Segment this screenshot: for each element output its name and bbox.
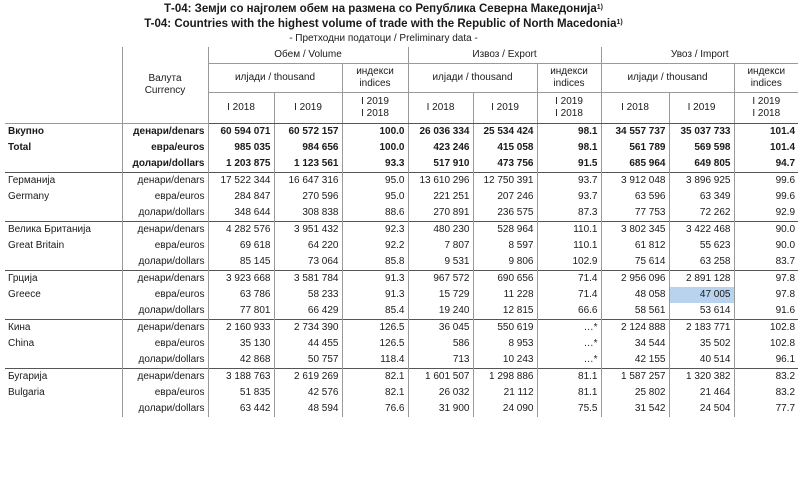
value-cell: 586 — [408, 336, 473, 352]
country-name-blank — [5, 352, 122, 369]
volume-indices-header: индекси indices — [342, 64, 408, 93]
table-row — [5, 156, 798, 173]
value-cell: 91.5 — [537, 156, 601, 173]
value-cell: 102.9 — [537, 254, 601, 271]
value-cell: 91.6 — [734, 303, 798, 320]
table-row — [5, 352, 798, 369]
country-name-blank — [5, 401, 122, 417]
value-cell: 63 258 — [669, 254, 734, 271]
value-cell: 550 619 — [473, 320, 537, 337]
value-cell: 90.0 — [734, 238, 798, 254]
value-cell: 3 951 432 — [274, 222, 342, 239]
value-cell: 16 647 316 — [274, 173, 342, 190]
value-cell: 110.1 — [537, 222, 601, 239]
value-cell: 77 801 — [208, 303, 274, 320]
value-cell: 85.4 — [342, 303, 408, 320]
country-name-en: Total — [8, 142, 32, 153]
value-cell: 3 802 345 — [601, 222, 669, 239]
value-cell: 48 058 — [601, 287, 669, 303]
table-row — [5, 287, 798, 303]
value-cell: 1 601 507 — [408, 369, 473, 386]
country-name-blank — [5, 156, 122, 173]
table-row — [5, 238, 798, 254]
value-cell: 94.7 — [734, 156, 798, 173]
value-cell: 44 455 — [274, 336, 342, 352]
import-year1-header: I 2018 — [601, 93, 669, 124]
value-cell: 126.5 — [342, 336, 408, 352]
value-cell: 21 112 — [473, 385, 537, 401]
value-cell: 91.3 — [342, 287, 408, 303]
import-ratio-header: I 2019 I 2018 — [734, 93, 798, 124]
value-cell: 64 220 — [274, 238, 342, 254]
value-cell: 81.1 — [537, 369, 601, 386]
value-cell: 102.8 — [734, 320, 798, 337]
value-cell: 85.8 — [342, 254, 408, 271]
table-row — [5, 320, 798, 337]
value-cell: 95.0 — [342, 173, 408, 190]
value-cell: 3 896 925 — [669, 173, 734, 190]
value-cell: 92.9 — [734, 205, 798, 222]
value-cell: 270 891 — [408, 205, 473, 222]
value-cell: 110.1 — [537, 238, 601, 254]
value-cell: 48 594 — [274, 401, 342, 417]
table-row — [5, 173, 798, 190]
value-cell: 88.6 — [342, 205, 408, 222]
trade-table — [5, 47, 798, 417]
value-cell: 2 891 128 — [669, 271, 734, 288]
table-row — [5, 124, 798, 141]
value-cell: 101.4 — [734, 124, 798, 141]
value-cell: 9 531 — [408, 254, 473, 271]
value-cell: 83.7 — [734, 254, 798, 271]
value-cell: 99.6 — [734, 189, 798, 205]
value-cell: 985 035 — [208, 140, 274, 156]
currency-cell: долари/dollars — [122, 352, 208, 369]
volume-ratio-header: I 2019 I 2018 — [342, 93, 408, 124]
value-cell: 2 956 096 — [601, 271, 669, 288]
value-cell: 1 587 257 — [601, 369, 669, 386]
currency-cell: долари/dollars — [122, 205, 208, 222]
value-cell: 51 835 — [208, 385, 274, 401]
value-cell: 12 750 391 — [473, 173, 537, 190]
value-cell: 8 953 — [473, 336, 537, 352]
value-cell: 77 753 — [601, 205, 669, 222]
value-cell: 2 183 771 — [669, 320, 734, 337]
value-cell: 3 923 668 — [208, 271, 274, 288]
value-cell: 92.2 — [342, 238, 408, 254]
table-row — [5, 205, 798, 222]
value-cell: 348 644 — [208, 205, 274, 222]
value-cell: 90.0 — [734, 222, 798, 239]
table-title-block — [0, 0, 767, 45]
value-cell: 98.1 — [537, 124, 601, 141]
volume-year1-header: I 2018 — [208, 93, 274, 124]
currency-cell: денари/denars — [122, 271, 208, 288]
value-cell: 58 561 — [601, 303, 669, 320]
export-ratio-header: I 2019 I 2018 — [537, 93, 601, 124]
corner-cell — [5, 47, 122, 124]
value-cell: 40 514 — [669, 352, 734, 369]
value-cell: 2 734 390 — [274, 320, 342, 337]
country-name-mk: Кина — [5, 320, 122, 337]
value-cell: 10 243 — [473, 352, 537, 369]
currency-cell: денари/denars — [122, 320, 208, 337]
value-cell: 17 522 344 — [208, 173, 274, 190]
value-cell: 236 575 — [473, 205, 537, 222]
volume-header: Обем / Volume — [208, 47, 408, 64]
table-row — [5, 336, 798, 352]
value-cell: 13 610 296 — [408, 173, 473, 190]
country-name-en: Great Britain — [8, 240, 65, 251]
value-cell: 63 596 — [601, 189, 669, 205]
value-cell: 63 349 — [669, 189, 734, 205]
value-cell: 66 429 — [274, 303, 342, 320]
value-cell: 1 123 561 — [274, 156, 342, 173]
value-cell: 75.5 — [537, 401, 601, 417]
value-cell: 93.3 — [342, 156, 408, 173]
value-cell: 50 757 — [274, 352, 342, 369]
country-name-mk: Грција — [5, 271, 122, 288]
value-cell: 15 729 — [408, 287, 473, 303]
value-cell: 3 581 784 — [274, 271, 342, 288]
value-cell: 1 320 382 — [669, 369, 734, 386]
value-cell: 63 442 — [208, 401, 274, 417]
value-cell: 36 045 — [408, 320, 473, 337]
value-cell: 98.1 — [537, 140, 601, 156]
value-cell: 4 282 576 — [208, 222, 274, 239]
currency-cell: долари/dollars — [122, 254, 208, 271]
value-cell: 53 614 — [669, 303, 734, 320]
currency-cell: евра/euros — [122, 140, 208, 156]
value-cell: 61 812 — [601, 238, 669, 254]
table-row — [5, 401, 798, 417]
currency-cell: денари/denars — [122, 222, 208, 239]
export-year2-header: I 2019 — [473, 93, 537, 124]
value-cell: 76.6 — [342, 401, 408, 417]
country-name-blank — [5, 254, 122, 271]
value-cell: 569 598 — [669, 140, 734, 156]
currency-cell: долари/dollars — [122, 156, 208, 173]
volume-year2-header: I 2019 — [274, 93, 342, 124]
value-cell: 7 807 — [408, 238, 473, 254]
value-cell: 19 240 — [408, 303, 473, 320]
value-cell: 63 786 — [208, 287, 274, 303]
table-row — [5, 189, 798, 205]
value-cell: 270 596 — [274, 189, 342, 205]
value-cell: 35 130 — [208, 336, 274, 352]
value-cell: 99.6 — [734, 173, 798, 190]
value-cell: 11 228 — [473, 287, 537, 303]
export-header: Извоз / Export — [408, 47, 601, 64]
value-cell: …* — [537, 352, 601, 369]
value-cell: 60 572 157 — [274, 124, 342, 141]
table-row — [5, 303, 798, 320]
value-cell: 2 124 888 — [601, 320, 669, 337]
value-cell: 55 623 — [669, 238, 734, 254]
value-cell: 92.3 — [342, 222, 408, 239]
value-cell: 58 233 — [274, 287, 342, 303]
value-cell: 415 058 — [473, 140, 537, 156]
value-cell: 3 912 048 — [601, 173, 669, 190]
value-cell: 75 614 — [601, 254, 669, 271]
country-name-mk: Велика Британија — [5, 222, 122, 239]
country-name-mk: Германија — [5, 173, 122, 190]
value-cell: 221 251 — [408, 189, 473, 205]
value-cell: 561 789 — [601, 140, 669, 156]
value-cell: 97.8 — [734, 271, 798, 288]
value-cell: 35 502 — [669, 336, 734, 352]
import-thousand-header: илјади / thousand — [601, 64, 734, 93]
value-cell: 35 037 733 — [669, 124, 734, 141]
value-cell: 24 504 — [669, 401, 734, 417]
value-cell: 34 544 — [601, 336, 669, 352]
value-cell: 34 557 737 — [601, 124, 669, 141]
value-cell: 93.7 — [537, 173, 601, 190]
currency-cell: денари/denars — [122, 124, 208, 141]
currency-cell: денари/denars — [122, 369, 208, 386]
country-name-blank — [5, 205, 122, 222]
country-name-en: Germany — [8, 191, 50, 202]
value-cell: 2 619 269 — [274, 369, 342, 386]
value-cell: 207 246 — [473, 189, 537, 205]
value-cell: 31 900 — [408, 401, 473, 417]
table-body — [5, 124, 798, 418]
value-cell: 47 005 — [669, 287, 734, 303]
table-row — [5, 271, 798, 288]
value-cell: 2 160 933 — [208, 320, 274, 337]
title-en: T-04: Countries with the highest volume of trade with the Republic of North Macedonia$^{1)}$ — [144, 18, 623, 30]
value-cell: 97.8 — [734, 287, 798, 303]
value-cell: 81.1 — [537, 385, 601, 401]
value-cell: 3 422 468 — [669, 222, 734, 239]
value-cell: 82.1 — [342, 369, 408, 386]
table-row — [5, 385, 798, 401]
value-cell: 87.3 — [537, 205, 601, 222]
value-cell: 284 847 — [208, 189, 274, 205]
table-row — [5, 140, 798, 156]
table-row — [5, 222, 798, 239]
value-cell: 42 868 — [208, 352, 274, 369]
currency-cell: евра/euros — [122, 189, 208, 205]
currency-cell: долари/dollars — [122, 303, 208, 320]
value-cell: 685 964 — [601, 156, 669, 173]
value-cell: 118.4 — [342, 352, 408, 369]
import-header: Увоз / Import — [601, 47, 798, 64]
value-cell: 967 572 — [408, 271, 473, 288]
value-cell: 713 — [408, 352, 473, 369]
value-cell: 1 203 875 — [208, 156, 274, 173]
country-name-en: Greece — [8, 289, 41, 300]
export-year1-header: I 2018 — [408, 93, 473, 124]
table-row — [5, 254, 798, 271]
currency-cell: долари/dollars — [122, 401, 208, 417]
value-cell: 126.5 — [342, 320, 408, 337]
value-cell: 690 656 — [473, 271, 537, 288]
currency-cell: евра/euros — [122, 385, 208, 401]
value-cell: 42 155 — [601, 352, 669, 369]
title-mk: Т-04: Земји со најголем обем на размена со Република Северна Македонија$^{1)}$ — [163, 3, 604, 15]
value-cell: 91.3 — [342, 271, 408, 288]
currency-header: Валута Currency — [122, 47, 208, 124]
value-cell: 102.8 — [734, 336, 798, 352]
country-name-en: China — [8, 338, 35, 349]
value-cell: 26 036 334 — [408, 124, 473, 141]
import-year2-header: I 2019 — [669, 93, 734, 124]
value-cell: 9 806 — [473, 254, 537, 271]
value-cell: 77.7 — [734, 401, 798, 417]
value-cell: 26 032 — [408, 385, 473, 401]
value-cell: 12 815 — [473, 303, 537, 320]
value-cell: 21 464 — [669, 385, 734, 401]
value-cell: 517 910 — [408, 156, 473, 173]
value-cell: 8 597 — [473, 238, 537, 254]
value-cell: 100.0 — [342, 140, 408, 156]
currency-cell: евра/euros — [122, 238, 208, 254]
value-cell: 73 064 — [274, 254, 342, 271]
value-cell: 528 964 — [473, 222, 537, 239]
value-cell: 480 230 — [408, 222, 473, 239]
export-indices-header: индекси indices — [537, 64, 601, 93]
currency-cell: евра/euros — [122, 287, 208, 303]
value-cell: 93.7 — [537, 189, 601, 205]
value-cell: 96.1 — [734, 352, 798, 369]
value-cell: 60 594 071 — [208, 124, 274, 141]
value-cell: 25 802 — [601, 385, 669, 401]
country-name-mk: Бугарија — [5, 369, 122, 386]
value-cell: 42 576 — [274, 385, 342, 401]
country-name-blank — [5, 303, 122, 320]
value-cell: 71.4 — [537, 287, 601, 303]
value-cell: 24 090 — [473, 401, 537, 417]
currency-cell: денари/denars — [122, 173, 208, 190]
value-cell: 82.1 — [342, 385, 408, 401]
value-cell: 83.2 — [734, 385, 798, 401]
value-cell: 85 145 — [208, 254, 274, 271]
country-name-en: Bulgaria — [8, 387, 45, 398]
value-cell: 31 542 — [601, 401, 669, 417]
value-cell: 100.0 — [342, 124, 408, 141]
value-cell: 66.6 — [537, 303, 601, 320]
value-cell: 71.4 — [537, 271, 601, 288]
country-name-mk: Вкупно — [5, 124, 122, 141]
export-thousand-header: илјади / thousand — [408, 64, 537, 93]
value-cell: 473 756 — [473, 156, 537, 173]
value-cell: …* — [537, 336, 601, 352]
subtitle: - Претходни податоци / Preliminary data - — [289, 33, 478, 44]
value-cell: 72 262 — [669, 205, 734, 222]
value-cell: 1 298 886 — [473, 369, 537, 386]
value-cell: 69 618 — [208, 238, 274, 254]
import-indices-header: индекси indices — [734, 64, 798, 93]
value-cell: 649 805 — [669, 156, 734, 173]
value-cell: 3 188 763 — [208, 369, 274, 386]
volume-thousand-header: илјади / thousand — [208, 64, 342, 93]
value-cell: 984 656 — [274, 140, 342, 156]
currency-cell: евра/euros — [122, 336, 208, 352]
table-row — [5, 369, 798, 386]
value-cell: …* — [537, 320, 601, 337]
value-cell: 83.2 — [734, 369, 798, 386]
value-cell: 101.4 — [734, 140, 798, 156]
value-cell: 308 838 — [274, 205, 342, 222]
value-cell: 423 246 — [408, 140, 473, 156]
value-cell: 95.0 — [342, 189, 408, 205]
value-cell: 25 534 424 — [473, 124, 537, 141]
